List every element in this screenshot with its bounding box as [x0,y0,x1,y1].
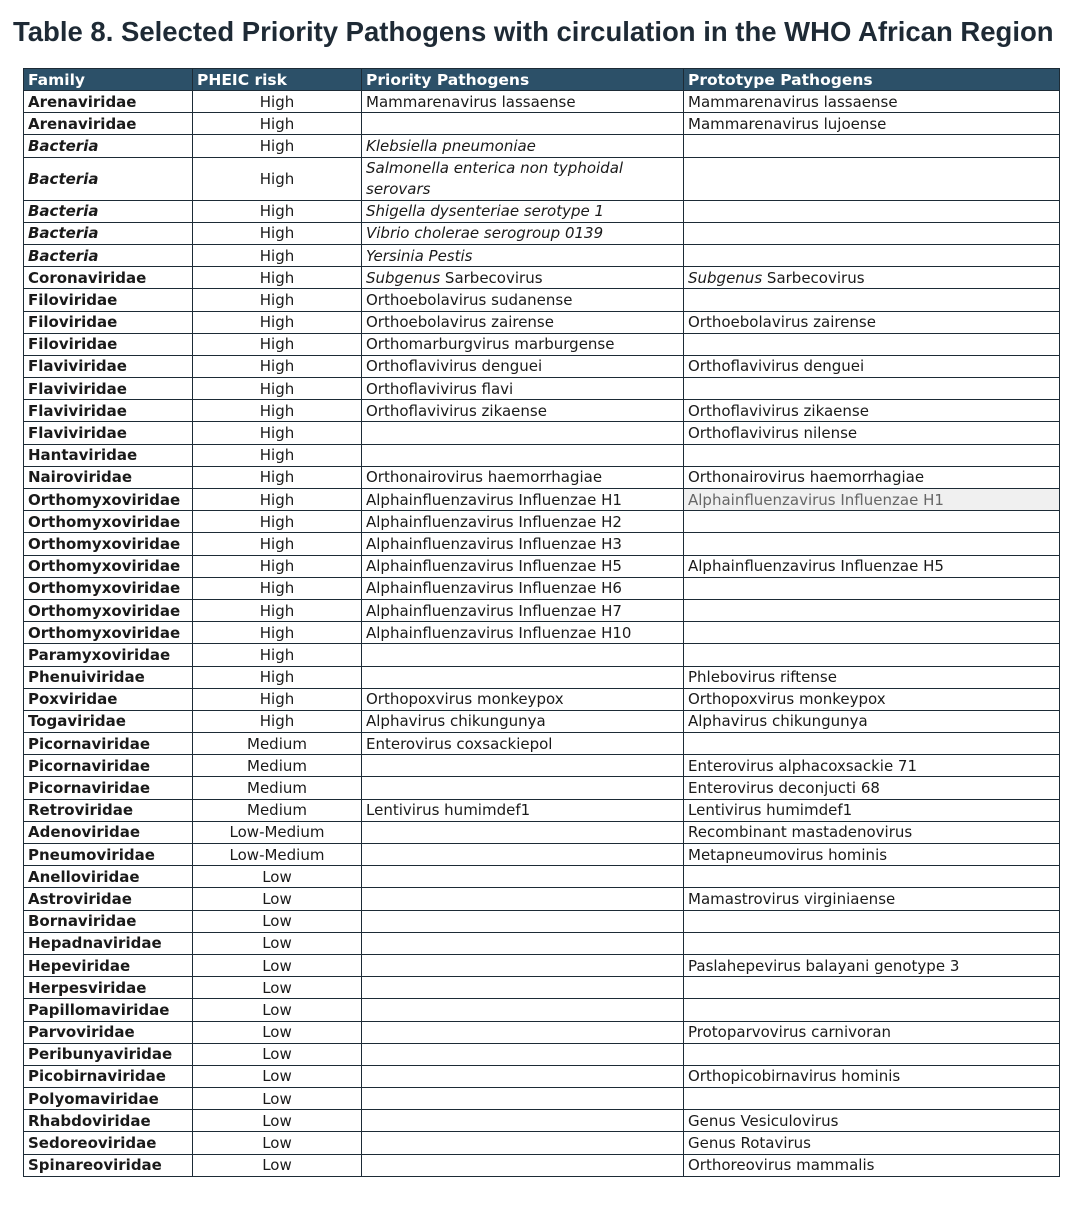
cell-family: Hepeviridae [24,954,193,976]
cell-prototype-pathogen [684,157,1060,200]
cell-priority-pathogen: Alphainfluenzavirus Influenzae H3 [362,533,684,555]
cell-family: Picornaviridae [24,755,193,777]
cell-family: Flaviviridae [24,378,193,400]
cell-prototype-pathogen: Recombinant mastadenovirus [684,821,1060,843]
cell-pheic-risk: High [193,355,362,377]
cell-family: Flaviviridae [24,355,193,377]
cell-pheic-risk: Medium [193,755,362,777]
cell-family: Filoviridae [24,311,193,333]
cell-pheic-risk: High [193,135,362,157]
cell-pheic-risk: Low [193,932,362,954]
table-row [24,1132,1060,1154]
cell-priority-pathogen: Alphainfluenzavirus Influenzae H10 [362,622,684,644]
cell-family: Arenaviridae [24,113,193,135]
cell-pheic-risk: High [193,533,362,555]
cell-family: Arenaviridae [24,91,193,113]
table-row [24,333,1060,355]
cell-priority-pathogen: Salmonella enterica non typhoidal serovars [362,157,684,200]
cell-prototype-pathogen [684,977,1060,999]
table-row [24,733,1060,755]
table-row [24,844,1060,866]
cell-pheic-risk: Low [193,1154,362,1176]
cell-pheic-risk: Low-Medium [193,844,362,866]
cell-pheic-risk: Medium [193,733,362,755]
pathogen-name: Sarbecovirus [766,268,865,287]
cell-family: Orthomyxoviridae [24,533,193,555]
table-row [24,888,1060,910]
table-row [24,1154,1060,1176]
cell-priority-pathogen [362,1154,684,1176]
table-row [24,977,1060,999]
cell-priority-pathogen: Enterovirus coxsackiepol [362,733,684,755]
cell-priority-pathogen: Alphainfluenzavirus Influenzae H1 [362,489,684,511]
cell-pheic-risk: High [193,311,362,333]
cell-prototype-pathogen: Orthopicobirnavirus hominis [684,1065,1060,1087]
cell-prototype-pathogen: Alphavirus chikungunya [684,710,1060,732]
cell-priority-pathogen [362,954,684,976]
table-row [24,311,1060,333]
cell-priority-pathogen [362,888,684,910]
cell-pheic-risk: High [193,400,362,422]
cell-family: Polyomaviridae [24,1088,193,1110]
table-row [24,222,1060,244]
cell-pheic-risk: Low [193,1132,362,1154]
cell-prototype-pathogen [684,599,1060,621]
cell-priority-pathogen [362,844,684,866]
cell-pheic-risk: High [193,466,362,488]
cell-pheic-risk: High [193,289,362,311]
cell-prototype-pathogen: Lentivirus humimdef1 [684,799,1060,821]
cell-family: Bacteria [24,200,193,222]
header-pheic-risk: PHEIC risk [193,69,362,91]
cell-family: Pneumoviridae [24,844,193,866]
cell-prototype-pathogen [684,622,1060,644]
cell-prototype-pathogen: Enterovirus deconjucti 68 [684,777,1060,799]
cell-priority-pathogen [362,1110,684,1132]
cell-prototype-pathogen [684,533,1060,555]
table-row [24,710,1060,732]
cell-prototype-pathogen: Mamastrovirus virginiaense [684,888,1060,910]
cell-priority-pathogen: Orthoflavivirus zikaense [362,400,684,422]
cell-family: Sedoreoviridae [24,1132,193,1154]
table-row [24,378,1060,400]
cell-pheic-risk: Low-Medium [193,821,362,843]
cell-family: Togaviridae [24,710,193,732]
table-row [24,400,1060,422]
cell-priority-pathogen [362,910,684,932]
table-row [24,244,1060,266]
cell-family: Herpesviridae [24,977,193,999]
table-row [24,91,1060,113]
cell-prototype-pathogen: Mammarenavirus lassaense [684,91,1060,113]
cell-family: Picornaviridae [24,733,193,755]
cell-pheic-risk: Low [193,866,362,888]
cell-priority-pathogen: Orthopoxvirus monkeypox [362,688,684,710]
cell-priority-pathogen: Alphavirus chikungunya [362,710,684,732]
table-row [24,533,1060,555]
cell-prototype-pathogen: Orthoflavivirus nilense [684,422,1060,444]
cell-pheic-risk: High [193,444,362,466]
table-row [24,755,1060,777]
cell-family: Orthomyxoviridae [24,577,193,599]
subgenus-label: Subgenus [688,268,763,287]
cell-pheic-risk: Low [193,1088,362,1110]
cell-prototype-pathogen: Enterovirus alphacoxsackie 71 [684,755,1060,777]
cell-priority-pathogen: Mammarenavirus lassaense [362,91,684,113]
cell-pheic-risk: High [193,378,362,400]
cell-pheic-risk: High [193,200,362,222]
cell-prototype-pathogen [684,932,1060,954]
cell-prototype-pathogen: Orthonairovirus haemorrhagiae [684,466,1060,488]
cell-prototype-pathogen: Phlebovirus riftense [684,666,1060,688]
cell-family: Bacteria [24,157,193,200]
table-title: Table 8. Selected Priority Pathogens with circulation in the WHO African Region [13,16,1054,47]
cell-priority-pathogen: Alphainfluenzavirus Influenzae H2 [362,511,684,533]
cell-priority-pathogen: Alphainfluenzavirus Influenzae H6 [362,577,684,599]
cell-prototype-pathogen: Orthoflavivirus zikaense [684,400,1060,422]
cell-pheic-risk: High [193,710,362,732]
cell-family: Bacteria [24,244,193,266]
cell-family: Picobirnaviridae [24,1065,193,1087]
cell-priority-pathogen [362,267,684,289]
table-row [24,866,1060,888]
cell-family: Papillomaviridae [24,999,193,1021]
cell-priority-pathogen [362,444,684,466]
pathogens-table [23,68,1060,1177]
cell-priority-pathogen [362,1132,684,1154]
cell-pheic-risk: High [193,555,362,577]
cell-prototype-pathogen: Alphainfluenzavirus Influenzae H5 [684,555,1060,577]
cell-priority-pathogen [362,422,684,444]
cell-family: Poxviridae [24,688,193,710]
cell-prototype-pathogen: Metapneumovirus hominis [684,844,1060,866]
cell-pheic-risk: Low [193,977,362,999]
table-body [24,91,1060,1177]
cell-priority-pathogen [362,113,684,135]
cell-pheic-risk: Low [193,999,362,1021]
cell-family: Flaviviridae [24,400,193,422]
cell-priority-pathogen [362,644,684,666]
cell-prototype-pathogen: Orthoflavivirus denguei [684,355,1060,377]
table-row [24,954,1060,976]
cell-pheic-risk: Low [193,1065,362,1087]
cell-pheic-risk: High [193,489,362,511]
cell-prototype-pathogen [684,444,1060,466]
cell-family: Bacteria [24,135,193,157]
cell-priority-pathogen [362,1043,684,1065]
cell-priority-pathogen [362,777,684,799]
cell-family: Anelloviridae [24,866,193,888]
cell-priority-pathogen: Orthoebolavirus sudanense [362,289,684,311]
cell-pheic-risk: High [193,511,362,533]
cell-pheic-risk: Low [193,1110,362,1132]
table-row [24,466,1060,488]
cell-prototype-pathogen [684,577,1060,599]
cell-family: Coronaviridae [24,267,193,289]
table-row [24,1110,1060,1132]
table-row [24,355,1060,377]
cell-family: Rhabdoviridae [24,1110,193,1132]
cell-prototype-pathogen: Genus Vesiculovirus [684,1110,1060,1132]
cell-priority-pathogen [362,821,684,843]
cell-prototype-pathogen [684,866,1060,888]
table-row [24,777,1060,799]
cell-prototype-pathogen [684,333,1060,355]
cell-family: Orthomyxoviridae [24,489,193,511]
table-row [24,622,1060,644]
cell-family: Picornaviridae [24,777,193,799]
cell-prototype-pathogen [684,910,1060,932]
cell-family: Nairoviridae [24,466,193,488]
cell-pheic-risk: High [193,267,362,289]
cell-prototype-pathogen: Orthoebolavirus zairense [684,311,1060,333]
table-row [24,555,1060,577]
cell-priority-pathogen [362,755,684,777]
cell-priority-pathogen [362,932,684,954]
table-row [24,799,1060,821]
cell-pheic-risk: Medium [193,799,362,821]
cell-prototype-pathogen [684,222,1060,244]
cell-prototype-pathogen: Mammarenavirus lujoense [684,113,1060,135]
cell-pheic-risk: High [193,666,362,688]
table-row [24,489,1060,511]
cell-pheic-risk: High [193,91,362,113]
cell-family: Spinareoviridae [24,1154,193,1176]
cell-priority-pathogen: Alphainfluenzavirus Influenzae H7 [362,599,684,621]
cell-prototype-pathogen [684,267,1060,289]
cell-family: Paramyxoviridae [24,644,193,666]
cell-pheic-risk: High [193,222,362,244]
cell-pheic-risk: Low [193,954,362,976]
header-family: Family [24,69,193,91]
cell-priority-pathogen [362,866,684,888]
cell-pheic-risk: High [193,622,362,644]
table-row [24,444,1060,466]
cell-priority-pathogen: Orthonairovirus haemorrhagiae [362,466,684,488]
cell-priority-pathogen [362,1065,684,1087]
cell-prototype-pathogen [684,1043,1060,1065]
cell-family: Retroviridae [24,799,193,821]
cell-family: Orthomyxoviridae [24,622,193,644]
table-row [24,1065,1060,1087]
table-row [24,666,1060,688]
cell-prototype-pathogen [684,244,1060,266]
table-row [24,1021,1060,1043]
header-prototype-pathogens: Prototype Pathogens [684,69,1060,91]
cell-pheic-risk: High [193,644,362,666]
cell-prototype-pathogen [684,135,1060,157]
cell-prototype-pathogen [684,1088,1060,1110]
cell-pheic-risk: Medium [193,777,362,799]
cell-prototype-pathogen [684,200,1060,222]
cell-family: Orthomyxoviridae [24,599,193,621]
cell-prototype-pathogen [684,644,1060,666]
table-row [24,1088,1060,1110]
cell-priority-pathogen: Orthoflavivirus denguei [362,355,684,377]
cell-pheic-risk: Low [193,888,362,910]
table-row [24,821,1060,843]
cell-family: Filoviridae [24,289,193,311]
cell-pheic-risk: High [193,333,362,355]
table-row [24,932,1060,954]
cell-priority-pathogen: Shigella dysenteriae serotype 1 [362,200,684,222]
cell-priority-pathogen: Lentivirus humimdef1 [362,799,684,821]
table-row [24,910,1060,932]
cell-priority-pathogen: Klebsiella pneumoniae [362,135,684,157]
table-row [24,113,1060,135]
cell-family: Flaviviridae [24,422,193,444]
cell-pheic-risk: High [193,157,362,200]
cell-family: Orthomyxoviridae [24,555,193,577]
cell-pheic-risk: High [193,422,362,444]
table-row [24,157,1060,200]
cell-priority-pathogen: Orthomarburgvirus marburgense [362,333,684,355]
cell-priority-pathogen [362,1021,684,1043]
cell-family: Phenuiviridae [24,666,193,688]
table-row [24,1043,1060,1065]
cell-pheic-risk: High [193,113,362,135]
cell-priority-pathogen [362,977,684,999]
cell-prototype-pathogen [684,999,1060,1021]
cell-prototype-pathogen: Genus Rotavirus [684,1132,1060,1154]
cell-priority-pathogen [362,666,684,688]
table-row [24,577,1060,599]
cell-priority-pathogen [362,999,684,1021]
subgenus-label: Subgenus [366,268,441,287]
cell-priority-pathogen: Orthoflavivirus flavi [362,378,684,400]
cell-pheic-risk: Low [193,1043,362,1065]
cell-prototype-pathogen: Paslahepevirus balayani genotype 3 [684,954,1060,976]
table-row [24,422,1060,444]
table-row [24,200,1060,222]
cell-prototype-pathogen [684,733,1060,755]
table-row [24,688,1060,710]
cell-family: Bornaviridae [24,910,193,932]
cell-family: Peribunyaviridae [24,1043,193,1065]
cell-prototype-pathogen [684,511,1060,533]
cell-family: Parvoviridae [24,1021,193,1043]
cell-family: Hepadnaviridae [24,932,193,954]
cell-pheic-risk: Low [193,1021,362,1043]
cell-prototype-pathogen: Protoparvovirus carnivoran [684,1021,1060,1043]
cell-priority-pathogen: Orthoebolavirus zairense [362,311,684,333]
table-row [24,511,1060,533]
table-row [24,599,1060,621]
cell-priority-pathogen [362,1088,684,1110]
cell-prototype-pathogen: Alphainfluenzavirus Influenzae H1 [684,489,1060,511]
cell-prototype-pathogen [684,289,1060,311]
table-row [24,289,1060,311]
table-row [24,999,1060,1021]
cell-pheic-risk: Low [193,910,362,932]
cell-pheic-risk: High [193,577,362,599]
cell-pheic-risk: High [193,599,362,621]
cell-family: Orthomyxoviridae [24,511,193,533]
header-priority-pathogens: Priority Pathogens [362,69,684,91]
cell-pheic-risk: High [193,244,362,266]
cell-priority-pathogen: Alphainfluenzavirus Influenzae H5 [362,555,684,577]
cell-prototype-pathogen: Orthoreovirus mammalis [684,1154,1060,1176]
cell-prototype-pathogen: Orthopoxvirus monkeypox [684,688,1060,710]
cell-priority-pathogen: Vibrio cholerae serogroup 0139 [362,222,684,244]
cell-family: Bacteria [24,222,193,244]
cell-family: Astroviridae [24,888,193,910]
table-header-row [24,69,1060,91]
cell-family: Hantaviridae [24,444,193,466]
cell-family: Adenoviridae [24,821,193,843]
cell-family: Filoviridae [24,333,193,355]
pathogen-name: Sarbecovirus [444,268,543,287]
table-row [24,644,1060,666]
table-row [24,135,1060,157]
cell-priority-pathogen: Yersinia Pestis [362,244,684,266]
cell-prototype-pathogen [684,378,1060,400]
cell-pheic-risk: High [193,688,362,710]
table-row [24,267,1060,289]
